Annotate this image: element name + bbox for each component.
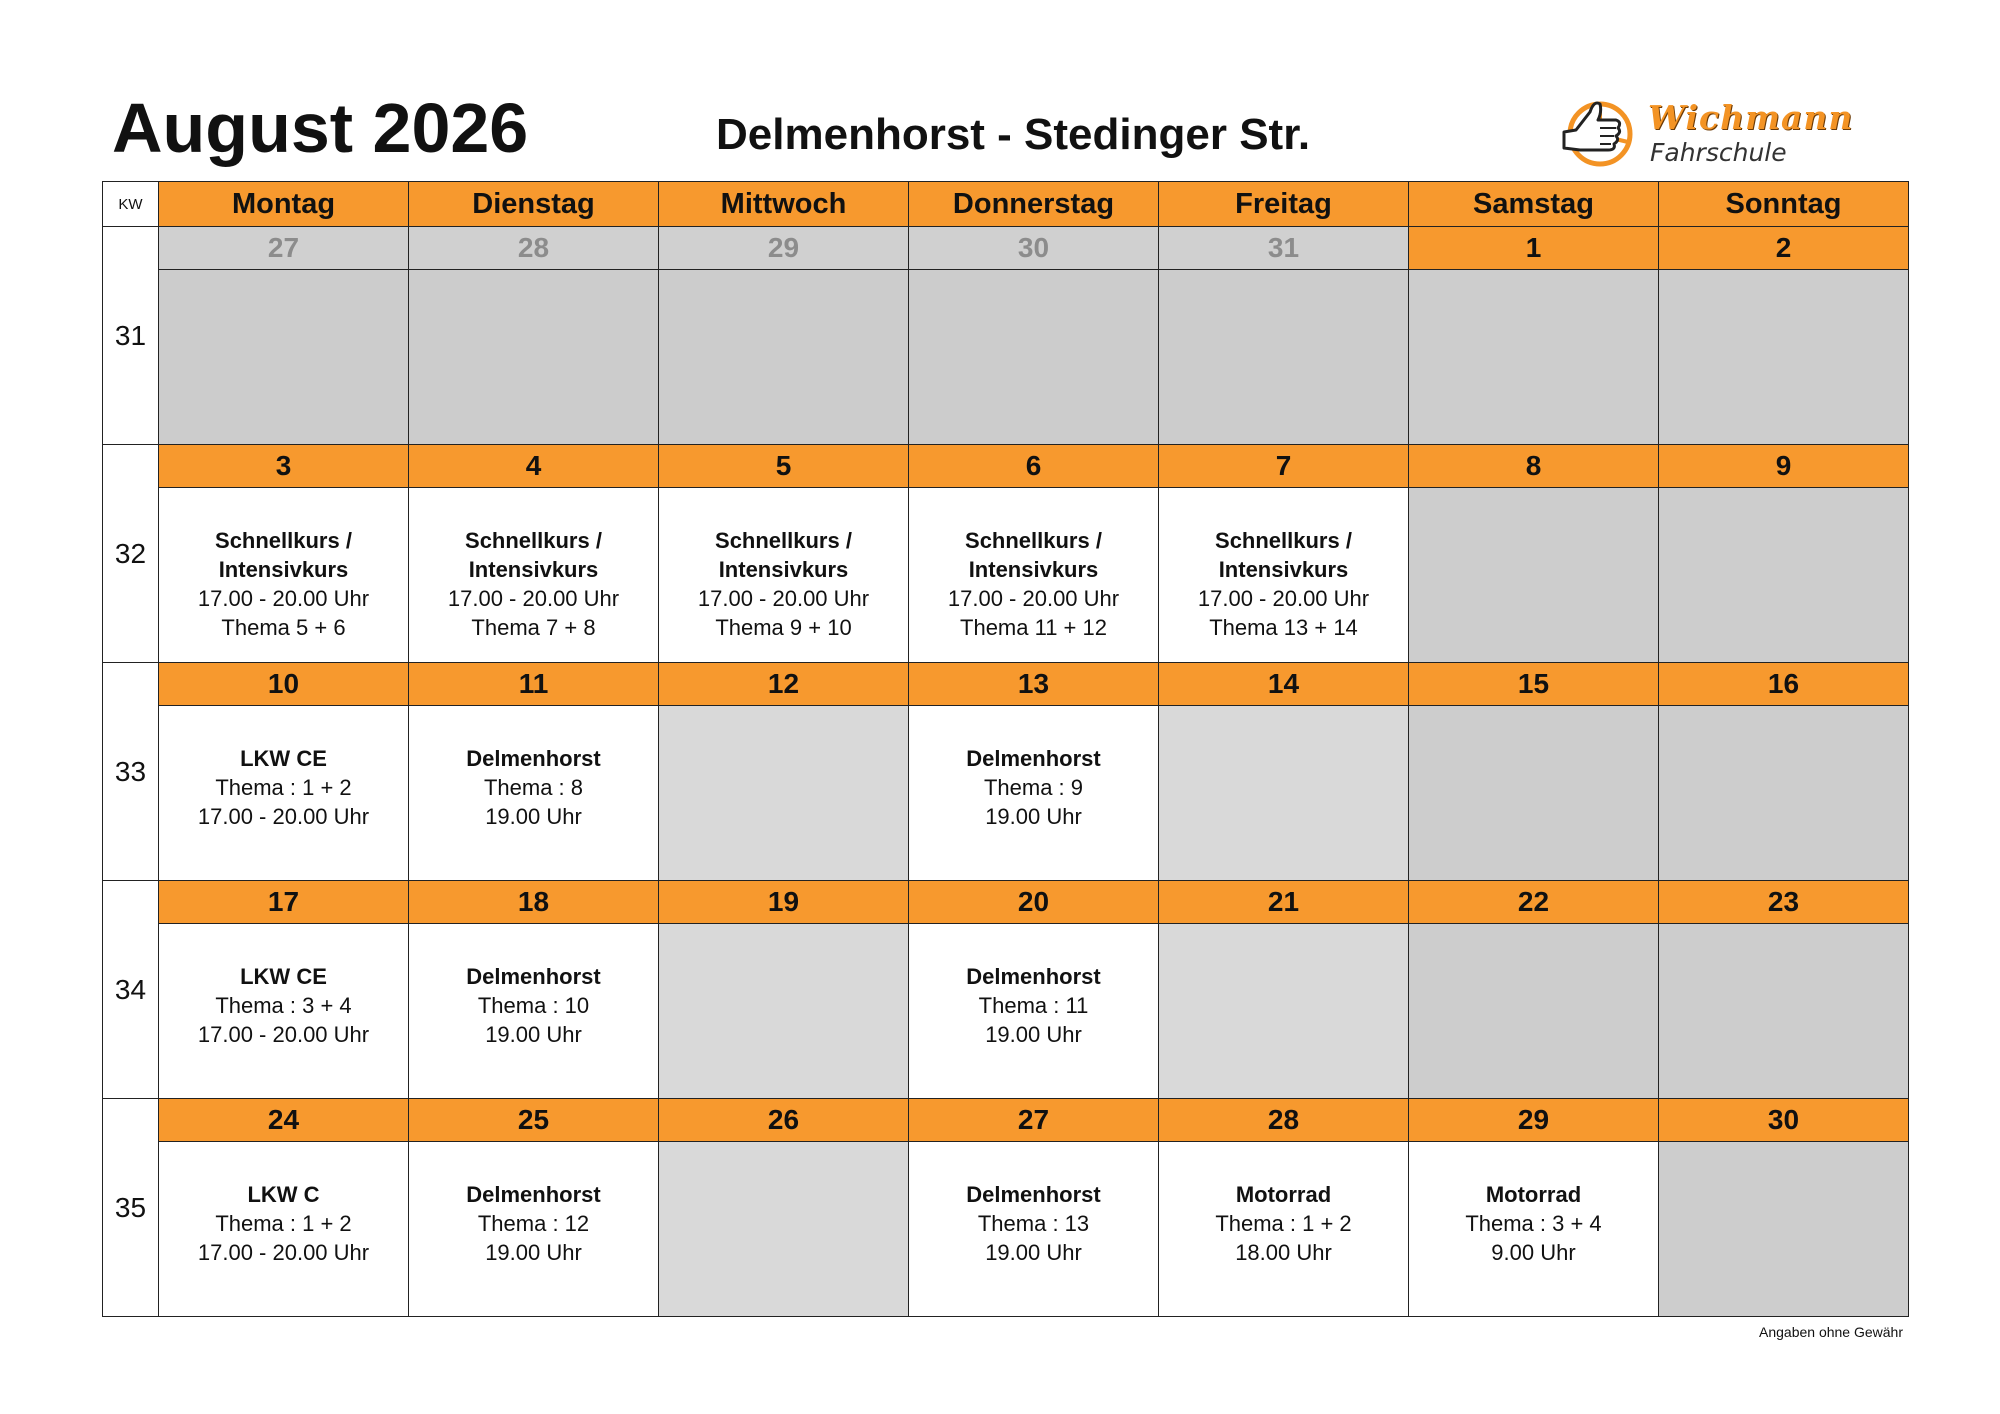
event-detail: Thema : 9 [983, 775, 1084, 800]
day-cell [409, 706, 659, 881]
day-number: 29 [1409, 1099, 1659, 1142]
day-number: 10 [159, 663, 409, 706]
day-number: 7 [1159, 445, 1409, 488]
weekday-header-row [103, 182, 1909, 227]
logo-subtitle: Fahrschule [1650, 138, 1787, 167]
event-detail: Thema : 1 + 2 [215, 775, 352, 800]
day-cell [409, 924, 659, 1099]
thumbs-up-wheel-icon [1556, 90, 1642, 170]
weekday-header: Dienstag [409, 182, 659, 227]
page-title: August 2026 [112, 89, 529, 167]
event [909, 706, 1158, 831]
week-number: 33 [103, 663, 159, 881]
day-cell [1409, 924, 1659, 1099]
event-detail: 17.00 - 20.00 Uhr [197, 1022, 370, 1047]
week-number: 34 [103, 881, 159, 1099]
day-cell [659, 1142, 909, 1317]
day-cell [159, 924, 409, 1099]
day-number: 28 [409, 227, 659, 270]
event-detail: Thema : 3 + 4 [1465, 1211, 1602, 1236]
event-detail: Thema : 11 [978, 993, 1089, 1018]
day-number: 29 [659, 227, 909, 270]
weekday-header: Mittwoch [659, 182, 909, 227]
week-number: 35 [103, 1099, 159, 1317]
day-number: 21 [1159, 881, 1409, 924]
event [409, 1142, 658, 1267]
event [159, 488, 408, 642]
day-number: 25 [409, 1099, 659, 1142]
logo [1556, 86, 1876, 172]
day-number: 26 [659, 1099, 909, 1142]
day-cell [1659, 1142, 1909, 1317]
day-cell [659, 488, 909, 663]
day-number: 12 [659, 663, 909, 706]
event-detail: Thema : 8 [483, 775, 584, 800]
event [909, 488, 1158, 642]
event-detail: 19.00 Uhr [485, 804, 582, 829]
day-number-row [103, 881, 1909, 924]
day-number-row [103, 445, 1909, 488]
event-title: Schnellkurs / [715, 528, 852, 553]
weekday-header: Montag [159, 182, 409, 227]
weekday-header: Samstag [1409, 182, 1659, 227]
day-content-row [103, 1142, 1909, 1317]
day-cell [1659, 270, 1909, 445]
event [1159, 1142, 1408, 1267]
event-title: Delmenhorst [466, 964, 601, 989]
event-detail: 17.00 - 20.00 Uhr [197, 804, 370, 829]
event-title: LKW C [247, 1182, 320, 1207]
event-detail: Thema 11 + 12 [960, 615, 1107, 640]
event-detail: Thema : 10 [477, 993, 590, 1018]
day-cell [409, 270, 659, 445]
day-number: 8 [1409, 445, 1659, 488]
day-number: 17 [159, 881, 409, 924]
event-detail: 19.00 Uhr [985, 1022, 1082, 1047]
event [909, 1142, 1158, 1267]
day-number: 13 [909, 663, 1159, 706]
day-number: 24 [159, 1099, 409, 1142]
day-cell [1409, 1142, 1659, 1317]
day-number: 15 [1409, 663, 1659, 706]
event-title: Delmenhorst [466, 1182, 601, 1207]
day-content-row [103, 706, 1909, 881]
event-title: Intensivkurs [718, 557, 849, 582]
day-number: 3 [159, 445, 409, 488]
day-number-row [103, 663, 1909, 706]
event-detail: Thema 13 + 14 [1209, 615, 1358, 640]
event [659, 488, 908, 642]
day-cell [159, 1142, 409, 1317]
event-detail: 19.00 Uhr [485, 1240, 582, 1265]
event-detail: 9.00 Uhr [1491, 1240, 1576, 1265]
event [409, 488, 658, 642]
day-number: 31 [1159, 227, 1409, 270]
day-number: 27 [909, 1099, 1159, 1142]
day-number-row [103, 227, 1909, 270]
event-detail: 19.00 Uhr [485, 1022, 582, 1047]
day-cell [1409, 706, 1659, 881]
disclaimer: Angaben ohne Gewähr [1759, 1324, 1903, 1340]
event [1409, 1142, 1658, 1267]
day-number: 5 [659, 445, 909, 488]
weekday-header: Sonntag [1659, 182, 1909, 227]
event [159, 924, 408, 1049]
day-cell [1659, 488, 1909, 663]
event [909, 924, 1158, 1049]
event-title: Schnellkurs / [965, 528, 1102, 553]
event [159, 706, 408, 831]
day-cell [1409, 270, 1659, 445]
event-title: Delmenhorst [966, 746, 1101, 771]
week-number: 31 [103, 227, 159, 445]
day-cell [159, 270, 409, 445]
day-content-row [103, 270, 1909, 445]
event-title: Intensivkurs [1218, 557, 1349, 582]
day-number: 20 [909, 881, 1159, 924]
day-cell [1159, 924, 1409, 1099]
day-cell [1159, 706, 1409, 881]
event-detail: Thema : 1 + 2 [215, 1211, 352, 1236]
weekday-header: Donnerstag [909, 182, 1159, 227]
day-number: 18 [409, 881, 659, 924]
day-cell [1659, 706, 1909, 881]
calendar-table [102, 181, 1909, 1317]
event [159, 1142, 408, 1267]
event-title: Motorrad [1235, 1182, 1332, 1207]
day-cell [659, 924, 909, 1099]
logo-name: Wichmann [1648, 98, 1854, 137]
day-number: 30 [1659, 1099, 1909, 1142]
event [1159, 488, 1408, 642]
day-number: 2 [1659, 227, 1909, 270]
day-cell [909, 270, 1159, 445]
day-number: 1 [1409, 227, 1659, 270]
event-title: Delmenhorst [966, 964, 1101, 989]
day-cell [659, 270, 909, 445]
event-title: LKW CE [240, 746, 327, 771]
event-detail: Thema : 13 [977, 1211, 1090, 1236]
day-number: 14 [1159, 663, 1409, 706]
day-number: 6 [909, 445, 1159, 488]
day-content-row [103, 924, 1909, 1099]
day-number: 16 [1659, 663, 1909, 706]
event-title: Motorrad [1485, 1182, 1582, 1207]
day-cell [909, 706, 1159, 881]
event-title: Schnellkurs / [215, 528, 352, 553]
day-number: 27 [159, 227, 409, 270]
event-detail: Thema : 12 [477, 1211, 590, 1236]
event-detail: Thema 7 + 8 [471, 615, 596, 640]
day-cell [409, 1142, 659, 1317]
day-cell [909, 924, 1159, 1099]
day-number: 4 [409, 445, 659, 488]
event-detail: Thema : 1 + 2 [1215, 1211, 1352, 1236]
event [409, 924, 658, 1049]
event-detail: 19.00 Uhr [985, 804, 1082, 829]
event-title: Schnellkurs / [465, 528, 602, 553]
event-title: Delmenhorst [966, 1182, 1101, 1207]
event-detail: 19.00 Uhr [985, 1240, 1082, 1265]
event-detail: 17.00 - 20.00 Uhr [197, 586, 370, 611]
day-number-row [103, 1099, 1909, 1142]
event-detail: 17.00 - 20.00 Uhr [1197, 586, 1370, 611]
event-title: Intensivkurs [468, 557, 599, 582]
day-cell [659, 706, 909, 881]
event-detail: 18.00 Uhr [1235, 1240, 1332, 1265]
event-detail: Thema : 3 + 4 [215, 993, 352, 1018]
weekday-header: Freitag [1159, 182, 1409, 227]
week-number: 32 [103, 445, 159, 663]
event-detail: 17.00 - 20.00 Uhr [697, 586, 870, 611]
event [409, 706, 658, 831]
day-content-row [103, 488, 1909, 663]
event-title: Schnellkurs / [1215, 528, 1352, 553]
event-title: LKW CE [240, 964, 327, 989]
event-detail: Thema 9 + 10 [715, 615, 852, 640]
day-number: 9 [1659, 445, 1909, 488]
day-number: 30 [909, 227, 1159, 270]
day-cell [159, 488, 409, 663]
day-cell [909, 1142, 1159, 1317]
day-number: 22 [1409, 881, 1659, 924]
day-cell [1409, 488, 1659, 663]
event-detail: 17.00 - 20.00 Uhr [947, 586, 1120, 611]
event-title: Intensivkurs [218, 557, 349, 582]
day-cell [1159, 1142, 1409, 1317]
kw-header: KW [103, 182, 159, 227]
day-cell [1659, 924, 1909, 1099]
event-title: Intensivkurs [968, 557, 1099, 582]
day-cell [409, 488, 659, 663]
day-cell [909, 488, 1159, 663]
day-cell [1159, 270, 1409, 445]
day-number: 11 [409, 663, 659, 706]
location-title: Delmenhorst - Stedinger Str. [716, 110, 1311, 159]
event-detail: 17.00 - 20.00 Uhr [197, 1240, 370, 1265]
event-detail: 17.00 - 20.00 Uhr [447, 586, 620, 611]
day-cell [159, 706, 409, 881]
event-detail: Thema 5 + 6 [221, 615, 346, 640]
event-title: Delmenhorst [466, 746, 601, 771]
day-number: 19 [659, 881, 909, 924]
day-number: 28 [1159, 1099, 1409, 1142]
day-cell [1159, 488, 1409, 663]
day-number: 23 [1659, 881, 1909, 924]
